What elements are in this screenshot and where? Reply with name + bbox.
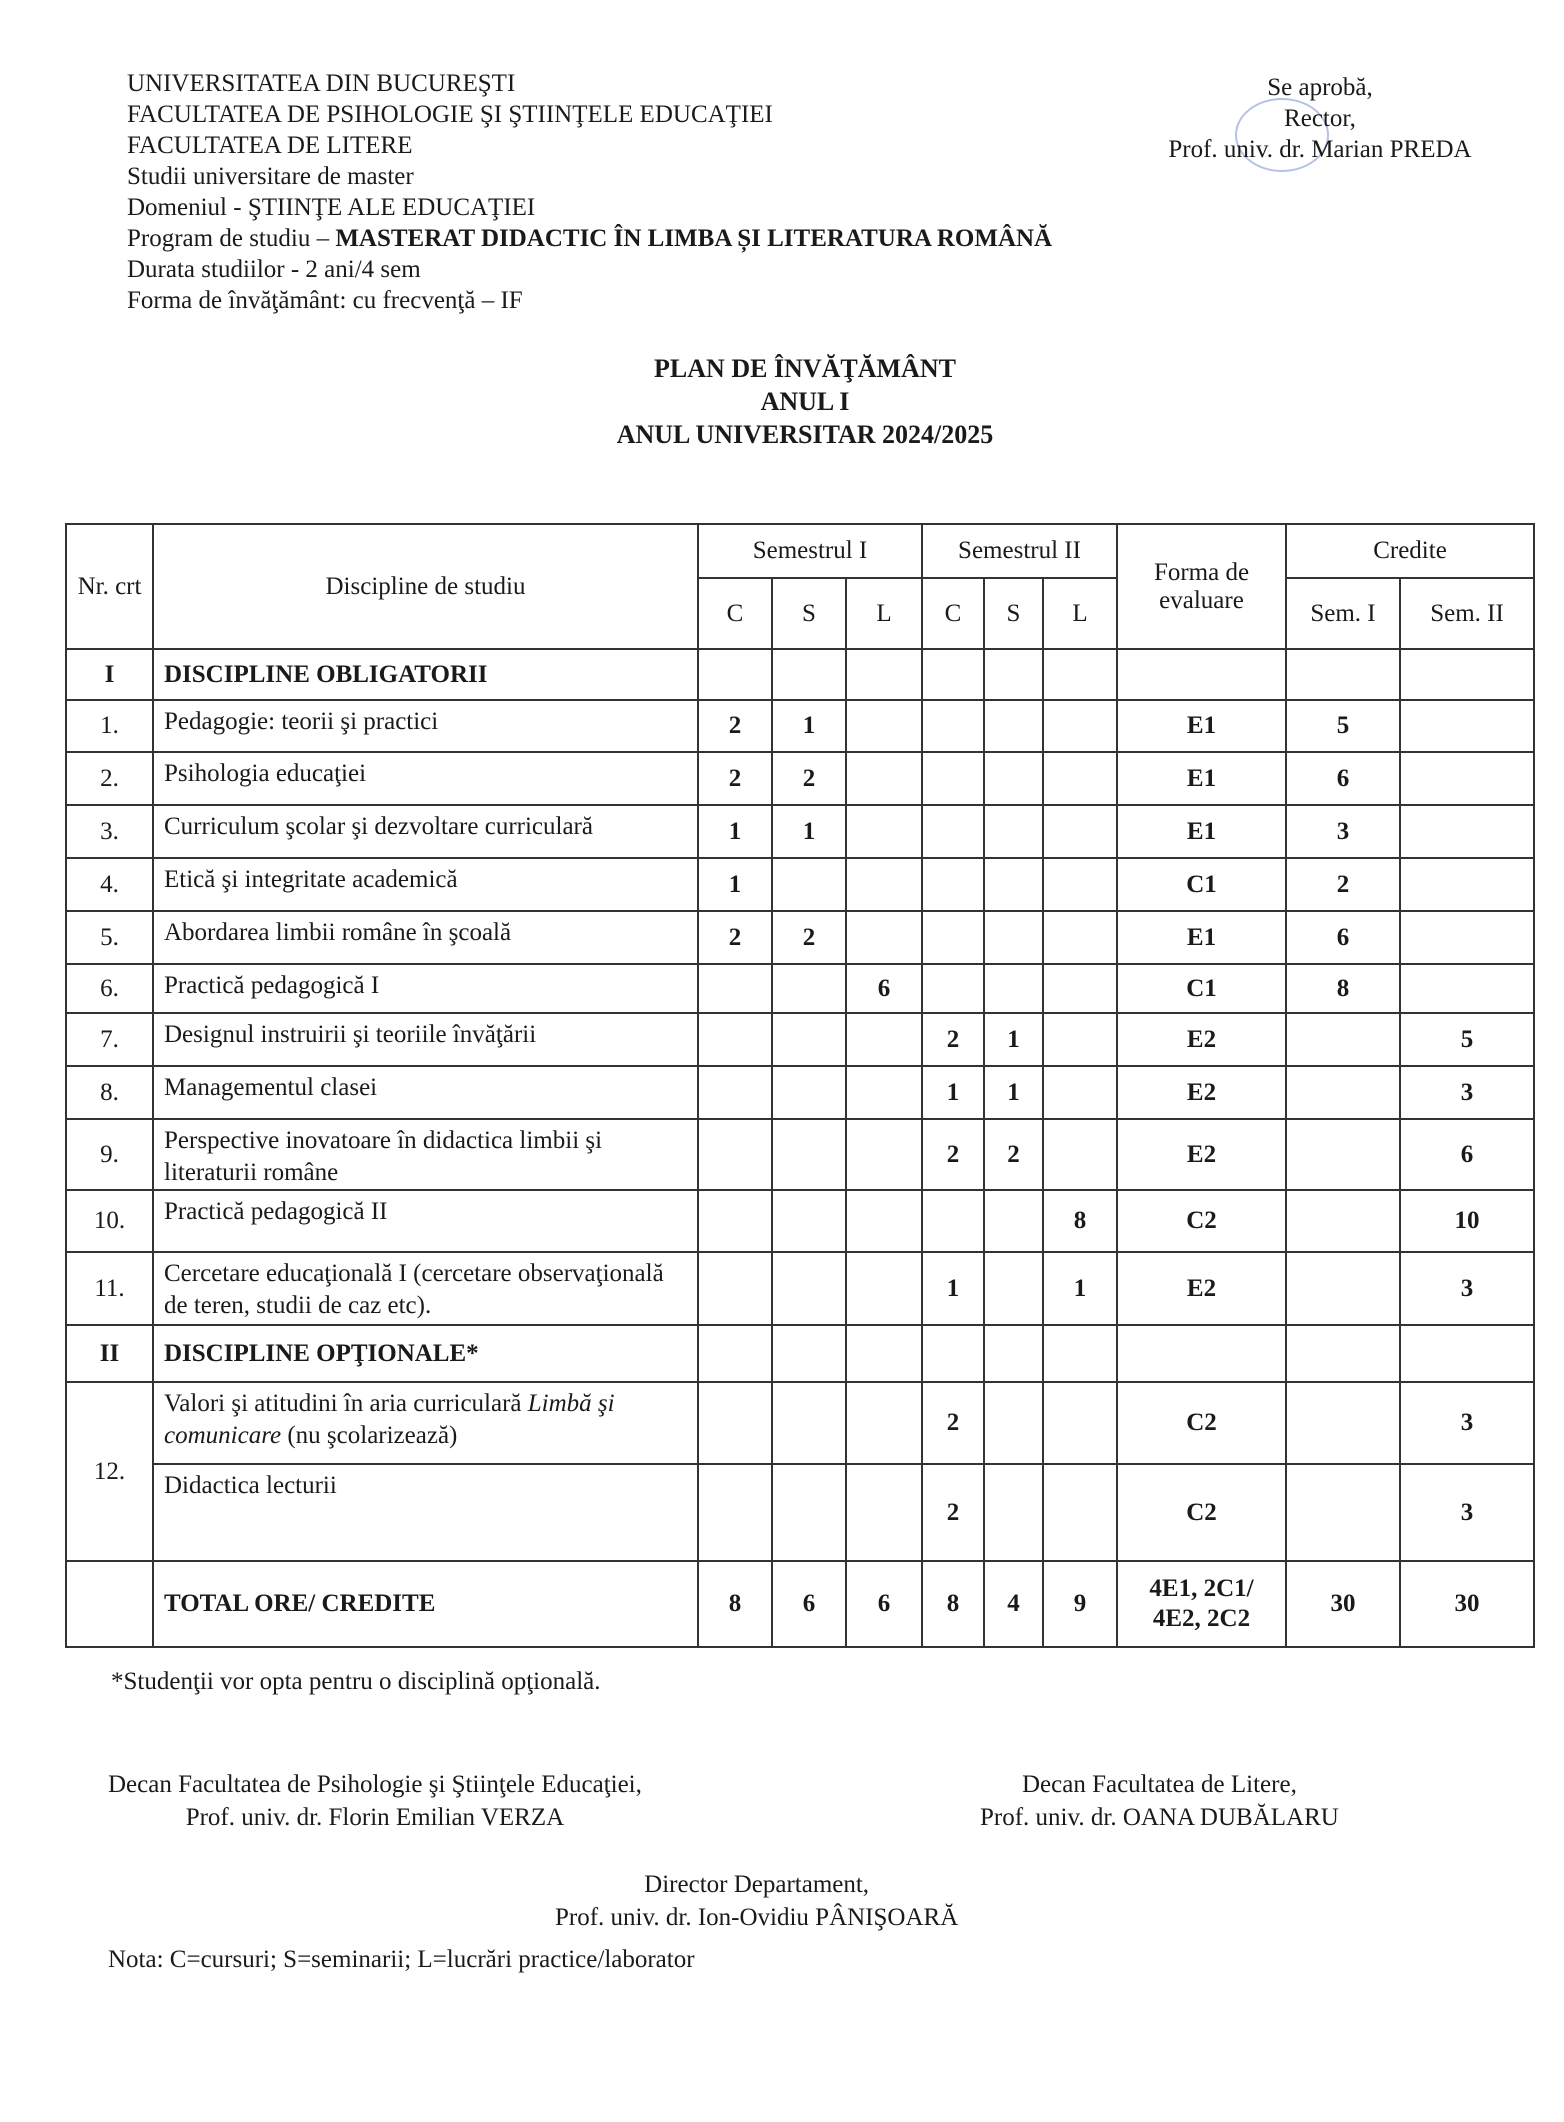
evaluation-form: E2 (1117, 1119, 1286, 1190)
evaluation-form: E1 (1117, 700, 1286, 752)
hours-c1 (698, 964, 772, 1013)
hours-l2 (1043, 1013, 1117, 1066)
evaluation-form: E2 (1117, 1066, 1286, 1119)
total-l1: 6 (846, 1561, 922, 1647)
name-text: (nu şcolarizează) (281, 1422, 458, 1449)
hours-l1 (846, 1464, 922, 1561)
total-c2: 8 (922, 1561, 984, 1647)
credits-sem1 (1286, 1382, 1400, 1464)
hours-s1: 1 (772, 805, 846, 858)
hours-c2 (922, 911, 984, 964)
hours-c1: 1 (698, 858, 772, 911)
hours-c1 (698, 1464, 772, 1561)
total-c1: 8 (698, 1561, 772, 1647)
hours-c1 (698, 1066, 772, 1119)
hours-s2 (984, 1190, 1043, 1252)
discipline-name: Etică şi integritate academică (153, 858, 698, 911)
row-number: 12. (66, 1382, 153, 1561)
hours-c2: 1 (922, 1066, 984, 1119)
header-line: Domeniul - ŞTIINŢE ALE EDUCAŢIEI (127, 194, 536, 221)
discipline-name (153, 1382, 698, 1464)
hours-c1 (698, 1252, 772, 1325)
total-s1: 6 (772, 1561, 846, 1647)
hours-l2: 1 (1043, 1252, 1117, 1325)
credits-sem2: 3 (1400, 1252, 1534, 1325)
hours-c1 (698, 1190, 772, 1252)
footnote: *Studenţii vor opta pentru o disciplină opţională. (111, 1668, 601, 1695)
row-number: 3. (66, 805, 153, 858)
header-cred2: Sem. II (1400, 578, 1534, 649)
table-row (66, 805, 1534, 858)
evaluation-line: 4E2, 2C2 (1152, 1605, 1251, 1632)
program-name: MASTERAT DIDACTIC ÎN LIMBA ȘI LITERATURA ROMÂNĂ (335, 225, 1053, 252)
credits-sem2: 5 (1400, 1013, 1534, 1066)
hours-c1: 2 (698, 700, 772, 752)
row-number: 1. (66, 700, 153, 752)
row-number: 8. (66, 1066, 153, 1119)
evaluation-form: C1 (1117, 858, 1286, 911)
empty-cell (1043, 1325, 1117, 1382)
hours-c1 (698, 1013, 772, 1066)
hours-l1 (846, 752, 922, 805)
table-row (66, 1119, 1534, 1190)
credits-sem2 (1400, 858, 1534, 911)
hours-l1 (846, 911, 922, 964)
credits-sem1: 2 (1286, 858, 1400, 911)
hours-l1 (846, 1382, 922, 1464)
discipline-name: Designul instruirii şi teoriile învăţării (153, 1013, 698, 1066)
credits-sem1: 8 (1286, 964, 1400, 1013)
hours-s1 (772, 1464, 846, 1561)
approval-block (1150, 72, 1490, 165)
header-l: L (846, 578, 922, 649)
hours-l2 (1043, 964, 1117, 1013)
header-credits: Credite (1286, 524, 1534, 578)
hours-c2 (922, 964, 984, 1013)
empty-cell (846, 1325, 922, 1382)
empty-cell (922, 1325, 984, 1382)
table-row (66, 1013, 1534, 1066)
hours-s1 (772, 964, 846, 1013)
credits-sem2: 6 (1400, 1119, 1534, 1190)
signature-title: Decan Facultatea de Litere, (1021, 1771, 1297, 1798)
discipline-name: Abordarea limbii române în şcoală (153, 911, 698, 964)
discipline-name: Managementul clasei (153, 1066, 698, 1119)
header-eval: Forma de evaluare (1117, 524, 1286, 649)
evaluation-form: C2 (1117, 1382, 1286, 1464)
section-nr: I (66, 649, 153, 700)
hours-l2 (1043, 1119, 1117, 1190)
institution-header (127, 68, 1052, 316)
header-s: S (772, 578, 846, 649)
credits-sem1: 5 (1286, 700, 1400, 752)
empty-cell (984, 1325, 1043, 1382)
header-sem1: Semestrul I (698, 524, 922, 578)
credits-sem1 (1286, 1066, 1400, 1119)
table-row (66, 964, 1534, 1013)
hours-l1 (846, 1119, 922, 1190)
credits-sem2 (1400, 700, 1534, 752)
header-s: S (984, 578, 1043, 649)
document-title (0, 352, 1564, 451)
header-c: C (922, 578, 984, 649)
total-label: TOTAL ORE/ CREDITE (153, 1561, 698, 1647)
credits-sem1: 3 (1286, 805, 1400, 858)
hours-s1: 2 (772, 911, 846, 964)
discipline-name: Pedagogie: teorii şi practici (153, 700, 698, 752)
credits-sem2: 3 (1400, 1066, 1534, 1119)
table-row (66, 1252, 1534, 1325)
header-nr: Nr. crt (66, 524, 153, 649)
row-number: 11. (66, 1252, 153, 1325)
hours-c2 (922, 1190, 984, 1252)
hours-l1 (846, 1252, 922, 1325)
title-line: ANUL UNIVERSITAR 2024/2025 (616, 420, 994, 449)
optional-row (66, 1464, 1534, 1561)
header-line: Studii universitare de master (127, 163, 414, 190)
hours-l1: 6 (846, 964, 922, 1013)
evaluation-form: E2 (1117, 1252, 1286, 1325)
title-line: PLAN DE ÎNVĂŢĂMÂNT (654, 354, 956, 383)
credits-sem1: 6 (1286, 752, 1400, 805)
credits-sem1 (1286, 1252, 1400, 1325)
signature-title: Decan Facultatea de Psihologie şi Ştiinţele Educaţiei, (108, 1771, 642, 1798)
row-number: 6. (66, 964, 153, 1013)
discipline-name: Psihologia educaţiei (153, 752, 698, 805)
program-line (127, 223, 1052, 254)
row-number: 2. (66, 752, 153, 805)
hours-c2: 2 (922, 1119, 984, 1190)
total-l2: 9 (1043, 1561, 1117, 1647)
header-discipline: Discipline de studiu (153, 524, 698, 649)
hours-s1 (772, 1190, 846, 1252)
evaluation-form: C1 (1117, 964, 1286, 1013)
evaluation-form: C2 (1117, 1464, 1286, 1561)
table-row (66, 1066, 1534, 1119)
hours-c2 (922, 858, 984, 911)
approval-line: Prof. univ. dr. Marian PREDA (1168, 136, 1472, 163)
table-row (66, 752, 1534, 805)
hours-l1 (846, 1066, 922, 1119)
title-line: ANUL I (760, 387, 850, 416)
evaluation-form: E1 (1117, 805, 1286, 858)
hours-c1: 2 (698, 911, 772, 964)
discipline-name: Curriculum şcolar şi dezvoltare curriculară (153, 805, 698, 858)
hours-c2: 1 (922, 1252, 984, 1325)
hours-c1: 1 (698, 805, 772, 858)
credits-sem1: 6 (1286, 911, 1400, 964)
hours-c2 (922, 805, 984, 858)
name-italic: Limbă şi comunicare (164, 1390, 615, 1449)
section-label: DISCIPLINE OBLIGATORII (153, 649, 698, 700)
hours-s2 (984, 1464, 1043, 1561)
hours-l1 (846, 700, 922, 752)
hours-s2 (984, 964, 1043, 1013)
hours-l1 (846, 805, 922, 858)
credits-sem1 (1286, 1190, 1400, 1252)
hours-l2 (1043, 1464, 1117, 1561)
hours-s1: 1 (772, 700, 846, 752)
evaluation-form: E1 (1117, 752, 1286, 805)
evaluation-form: E2 (1117, 1013, 1286, 1066)
hours-s2 (984, 1382, 1043, 1464)
hours-s1 (772, 1013, 846, 1066)
dean1-signature (108, 1768, 642, 1834)
credits-sem2 (1400, 805, 1534, 858)
director-signature (555, 1868, 958, 1934)
hours-s2 (984, 700, 1043, 752)
dean2-signature (980, 1768, 1339, 1834)
table-row (66, 700, 1534, 752)
hours-s2: 1 (984, 1013, 1043, 1066)
header-l: L (1043, 578, 1117, 649)
total-s2: 4 (984, 1561, 1043, 1647)
hours-l2 (1043, 1382, 1117, 1464)
approval-line: Rector, (1284, 105, 1356, 132)
signature-name: Prof. univ. dr. Florin Emilian VERZA (185, 1804, 565, 1831)
hours-l2 (1043, 805, 1117, 858)
hours-s1 (772, 1066, 846, 1119)
credits-sem2: 3 (1400, 1382, 1534, 1464)
discipline-name: Perspective inovatoare în didactica limbii şi literaturii române (153, 1119, 698, 1190)
evaluation-form: E1 (1117, 911, 1286, 964)
credits-sem2: 3 (1400, 1464, 1534, 1561)
table-row (66, 858, 1534, 911)
header-cred1: Sem. I (1286, 578, 1400, 649)
hours-s1 (772, 1252, 846, 1325)
section-label: DISCIPLINE OPŢIONALE* (153, 1325, 698, 1382)
name-text: Valori şi atitudini în aria curriculară (164, 1390, 528, 1417)
signature-name: Prof. univ. dr. Ion-Ovidiu PÂNIŞOARĂ (555, 1904, 959, 1931)
hours-l2 (1043, 1066, 1117, 1119)
hours-l1 (846, 858, 922, 911)
hours-s1 (772, 1119, 846, 1190)
hours-l2: 8 (1043, 1190, 1117, 1252)
section-row (66, 649, 1534, 700)
header-sem2: Semestrul II (922, 524, 1117, 578)
hours-s2: 1 (984, 1066, 1043, 1119)
credits-sem2 (1400, 964, 1534, 1013)
hours-s1: 2 (772, 752, 846, 805)
credits-sem1 (1286, 1119, 1400, 1190)
hours-l1 (846, 1013, 922, 1066)
row-number: 7. (66, 1013, 153, 1066)
hours-c2 (922, 752, 984, 805)
total-row (66, 1561, 1534, 1647)
hours-l2 (1043, 858, 1117, 911)
empty-cell (772, 1325, 846, 1382)
duration: Durata studiilor - 2 ani/4 sem (127, 256, 421, 283)
total-evaluation (1117, 1561, 1286, 1647)
signature-title: Director Departament, (644, 1871, 870, 1898)
empty-cell (698, 1325, 772, 1382)
hours-s2 (984, 911, 1043, 964)
hours-s2 (984, 1252, 1043, 1325)
credits-sem2 (1400, 752, 1534, 805)
hours-l2 (1043, 700, 1117, 752)
discipline-name (153, 1464, 698, 1561)
hours-s2 (984, 805, 1043, 858)
credits-sem2: 10 (1400, 1190, 1534, 1252)
hours-s1 (772, 1382, 846, 1464)
header-c: C (698, 578, 772, 649)
header-line: UNIVERSITATEA DIN BUCUREŞTI (127, 70, 516, 97)
hours-c2: 2 (922, 1464, 984, 1561)
discipline-name: Practică pedagogică II (153, 1190, 698, 1252)
empty-cell (1400, 1325, 1534, 1382)
hours-s2: 2 (984, 1119, 1043, 1190)
table-row (66, 1190, 1534, 1252)
row-number: 4. (66, 858, 153, 911)
hours-c1 (698, 1119, 772, 1190)
row-number: 5. (66, 911, 153, 964)
approval-line: Se aprobă, (1267, 74, 1373, 101)
hours-c2: 2 (922, 1013, 984, 1066)
evaluation-line: 4E1, 2C1/ (1149, 1575, 1254, 1602)
hours-l1 (846, 1190, 922, 1252)
section-nr: II (66, 1325, 153, 1382)
signature-name: Prof. univ. dr. OANA DUBĂLARU (980, 1804, 1339, 1831)
program-prefix: Program de studiu – (127, 225, 336, 252)
section-row (66, 1325, 1534, 1382)
total-credits-sem2: 30 (1400, 1561, 1534, 1647)
header-line: FACULTATEA DE PSIHOLOGIE ŞI ŞTIINŢELE EDUCAŢIEI (127, 101, 773, 128)
abbreviation-note: Nota: C=cursuri; S=seminarii; L=lucrări practice/laborator (108, 1946, 695, 1973)
evaluation-form: C2 (1117, 1190, 1286, 1252)
row-number (66, 1561, 153, 1647)
empty-cell (1286, 1325, 1400, 1382)
credits-sem1 (1286, 1013, 1400, 1066)
total-credits-sem1: 30 (1286, 1561, 1400, 1647)
curriculum-table (65, 523, 1535, 1648)
study-form: Forma de învăţământ: cu frecvenţă – IF (127, 287, 523, 314)
hours-c2: 2 (922, 1382, 984, 1464)
empty-cell (1117, 1325, 1286, 1382)
header-line: FACULTATEA DE LITERE (127, 132, 413, 159)
name-text: Didactica lecturii (164, 1472, 337, 1499)
table-row (66, 911, 1534, 964)
hours-c2 (922, 700, 984, 752)
credits-sem1 (1286, 1464, 1400, 1561)
row-number: 9. (66, 1119, 153, 1190)
row-number: 10. (66, 1190, 153, 1252)
credits-sem2 (1400, 911, 1534, 964)
hours-s2 (984, 752, 1043, 805)
optional-row (66, 1382, 1534, 1464)
hours-c1: 2 (698, 752, 772, 805)
discipline-name: Practică pedagogică I (153, 964, 698, 1013)
hours-s2 (984, 858, 1043, 911)
hours-s1 (772, 858, 846, 911)
hours-l2 (1043, 911, 1117, 964)
discipline-name: Cercetare educaţională I (cercetare observaţională de teren, studii de caz etc). (153, 1252, 698, 1325)
hours-l2 (1043, 752, 1117, 805)
hours-c1 (698, 1382, 772, 1464)
